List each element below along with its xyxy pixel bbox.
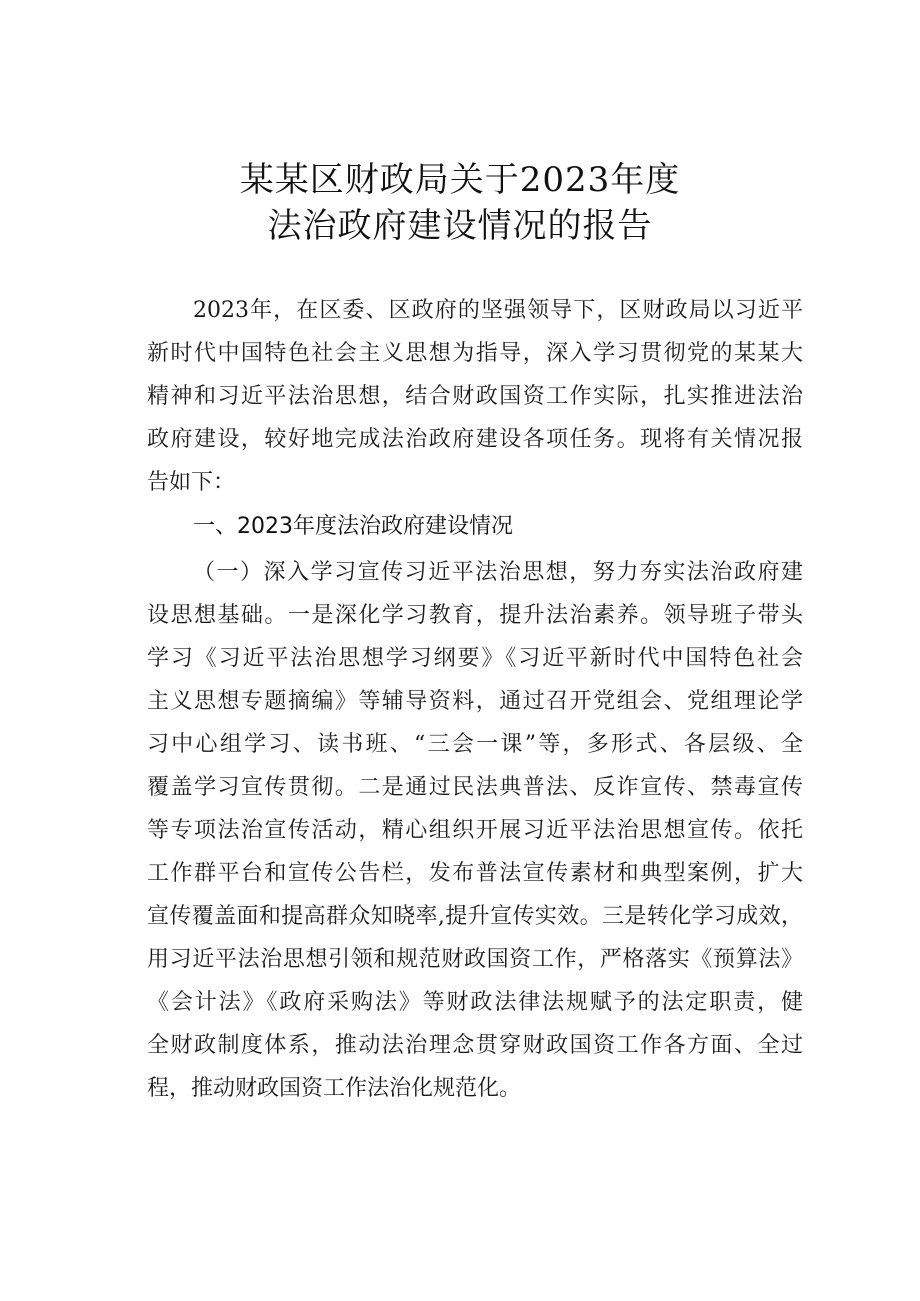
section-para-line: 程，推动财政国资工作法治化规范化。 bbox=[147, 1076, 522, 1101]
section-para-line: 等专项法治宣传活动，精心组织开展习近平法治思想宣传。依托 bbox=[147, 818, 803, 843]
intro-line: 2023年，在区委、区政府的坚强领导下，区财政局以习近平 bbox=[193, 298, 803, 323]
section-para-line: 覆盖学习宣传贯彻。二是通过民法典普法、反诈宣传、禁毒宣传 bbox=[147, 775, 803, 800]
section-para-line: 习中心组学习、读书班、“三会一课”等，多形式、各层级、全 bbox=[147, 732, 803, 757]
intro-line: 政府建设，较好地完成法治政府建设各项任务。现将有关情况报 bbox=[147, 427, 803, 452]
intro-line: 告如下： bbox=[147, 470, 236, 495]
intro-line: 新时代中国特色社会主义思想为指导，深入学习贯彻党的某某大 bbox=[147, 341, 803, 366]
section-para-line: 学习《习近平法治思想学习纲要》《习近平新时代中国特色社会 bbox=[147, 646, 803, 671]
document-title-line-1: 某某区财政局关于2023年度 bbox=[239, 160, 681, 200]
section-para-line: 工作群平台和宣传公告栏，发布普法宣传素材和典型案例，扩大 bbox=[147, 861, 803, 886]
document-title-line-2: 法治政府建设情况的报告 bbox=[267, 206, 653, 246]
intro-line: 精神和习近平法治思想，结合财政国资工作实际，扎实推进法治 bbox=[147, 384, 803, 409]
section-para-line: 《会计法》《政府采购法》等财政法律法规赋予的法定职责，健 bbox=[147, 990, 803, 1015]
section-para-line: 宣传覆盖面和提高群众知晓率,提升宣传实效。三是转化学习成效， bbox=[147, 904, 803, 929]
section-para-line: 用习近平法治思想引领和规范财政国资工作，严格落实《预算法》 bbox=[147, 947, 803, 972]
section-para-line: 全财政制度体系，推动法治理念贯穿财政国资工作各方面、全过 bbox=[147, 1033, 803, 1058]
section-para-line: 设思想基础。一是深化学习教育，提升法治素养。领导班子带头 bbox=[147, 603, 803, 628]
section-para-line: 主义思想专题摘编》等辅导资料，通过召开党组会、党组理论学 bbox=[147, 689, 803, 714]
section-para-line: （一）深入学习宣传习近平法治思想，努力夯实法治政府建 bbox=[193, 560, 803, 585]
section-heading: 一、2023年度法治政府建设情况 bbox=[193, 514, 513, 539]
